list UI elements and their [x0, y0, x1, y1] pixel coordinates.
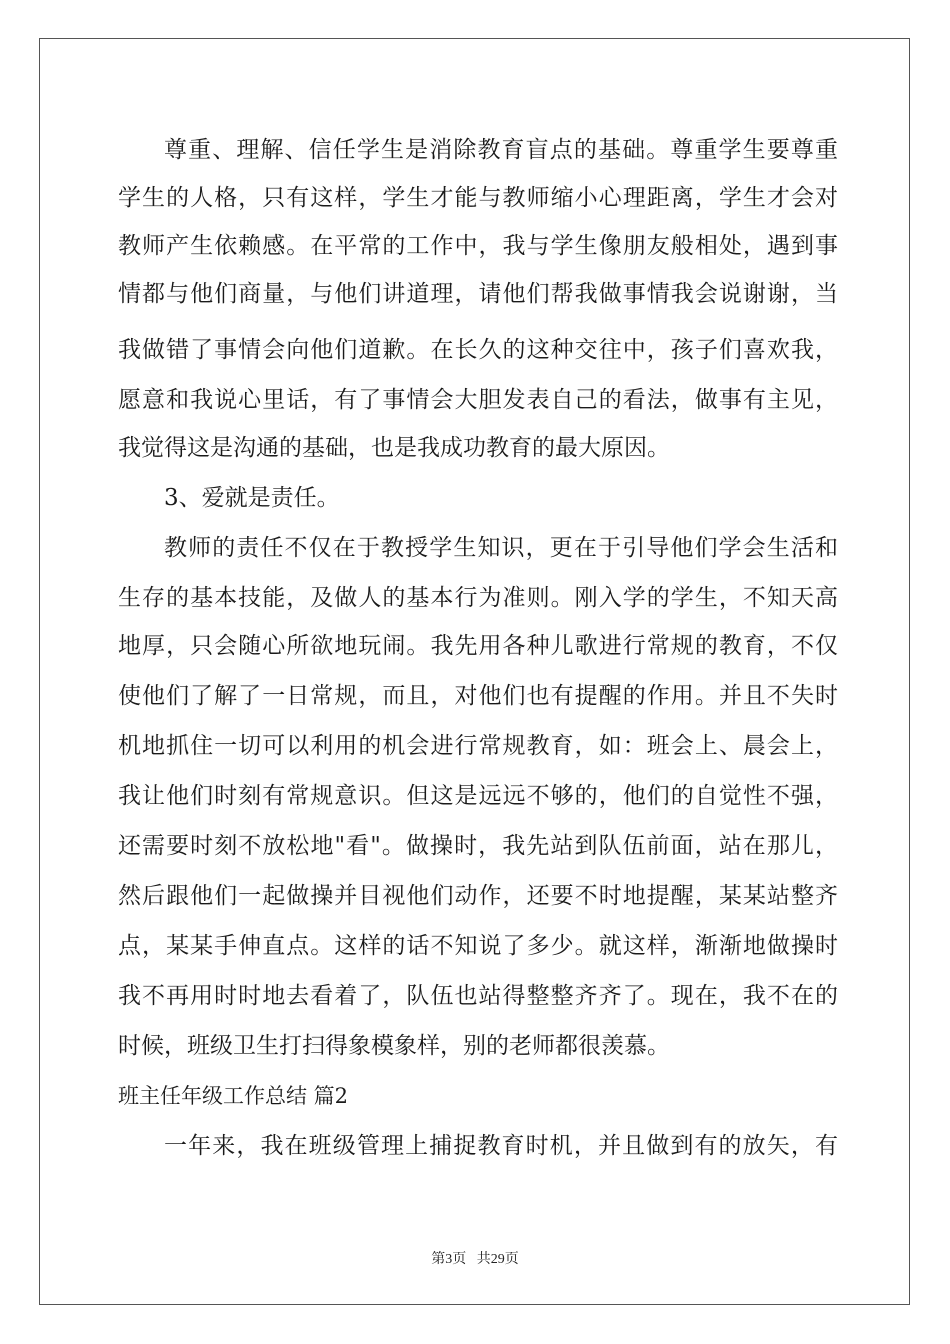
paragraph-1-line-5: 我做错了事情会向他们道歉。在长久的这种交往中，孩子们喜欢我， [118, 337, 838, 363]
paragraph-2-line-10: 我不再用时时地去看着了，队伍也站得整整齐齐了。现在，我不在的 [118, 983, 838, 1009]
paragraph-1-line-7: 我觉得这是沟通的基础，也是我成功教育的最大原因。 [118, 435, 670, 461]
paragraph-1-line-4: 情都与他们商量，与他们讲道理，请他们帮我做事情我会说谢谢，当 [118, 281, 838, 307]
paragraph-2-line-1: 教师的责任不仅在于教授学生知识，更在于引导他们学会生活和 [164, 535, 838, 561]
point-3-heading: 3、爱就是责任。 [164, 485, 340, 511]
paragraph-3-line-1: 一年来，我在班级管理上捕捉教育时机，并且做到有的放矢，有 [164, 1133, 838, 1159]
page-number-footer: 第3页 共29页 [431, 1252, 519, 1267]
paragraph-2-line-3: 地厚，只会随心所欲地玩闹。我先用各种儿歌进行常规的教育，不仅 [118, 633, 838, 659]
paragraph-2-line-11: 时候，班级卫生打扫得象模象样，别的老师都很羡慕。 [118, 1033, 670, 1059]
paragraph-2-line-4: 使他们了解了一日常规，而且，对他们也有提醒的作用。并且不失时 [118, 683, 838, 709]
paragraph-2-line-6: 我让他们时刻有常规意识。但这是远远不够的，他们的自觉性不强， [118, 783, 838, 809]
paragraph-1-line-3: 教师产生依赖感。在平常的工作中，我与学生像朋友般相处，遇到事 [118, 233, 838, 259]
paragraph-2-line-8: 然后跟他们一起做操并目视他们动作，还要不时地提醒，某某站整齐 [118, 883, 838, 909]
paragraph-2-line-9: 点，某某手伸直点。这样的话不知说了多少。就这样，渐渐地做操时 [118, 933, 838, 959]
paragraph-2-line-7: 还需要时刻不放松地"看"。做操时，我先站到队伍前面，站在那儿， [118, 833, 838, 859]
paragraph-1-line-1: 尊重、理解、信任学生是消除教育盲点的基础。尊重学生要尊重 [164, 137, 838, 163]
paragraph-1-line-6: 愿意和我说心里话，有了事情会大胆发表自己的看法，做事有主见， [118, 387, 838, 413]
section-heading: 班主任年级工作总结 篇2 [118, 1084, 349, 1108]
paragraph-2-line-2: 生存的基本技能，及做人的基本行为准则。刚入学的学生，不知天高 [118, 585, 838, 611]
paragraph-1-line-2: 学生的人格，只有这样，学生才能与教师缩小心理距离，学生才会对 [118, 185, 838, 211]
paragraph-2-line-5: 机地抓住一切可以利用的机会进行常规教育，如：班会上、晨会上， [118, 733, 838, 759]
